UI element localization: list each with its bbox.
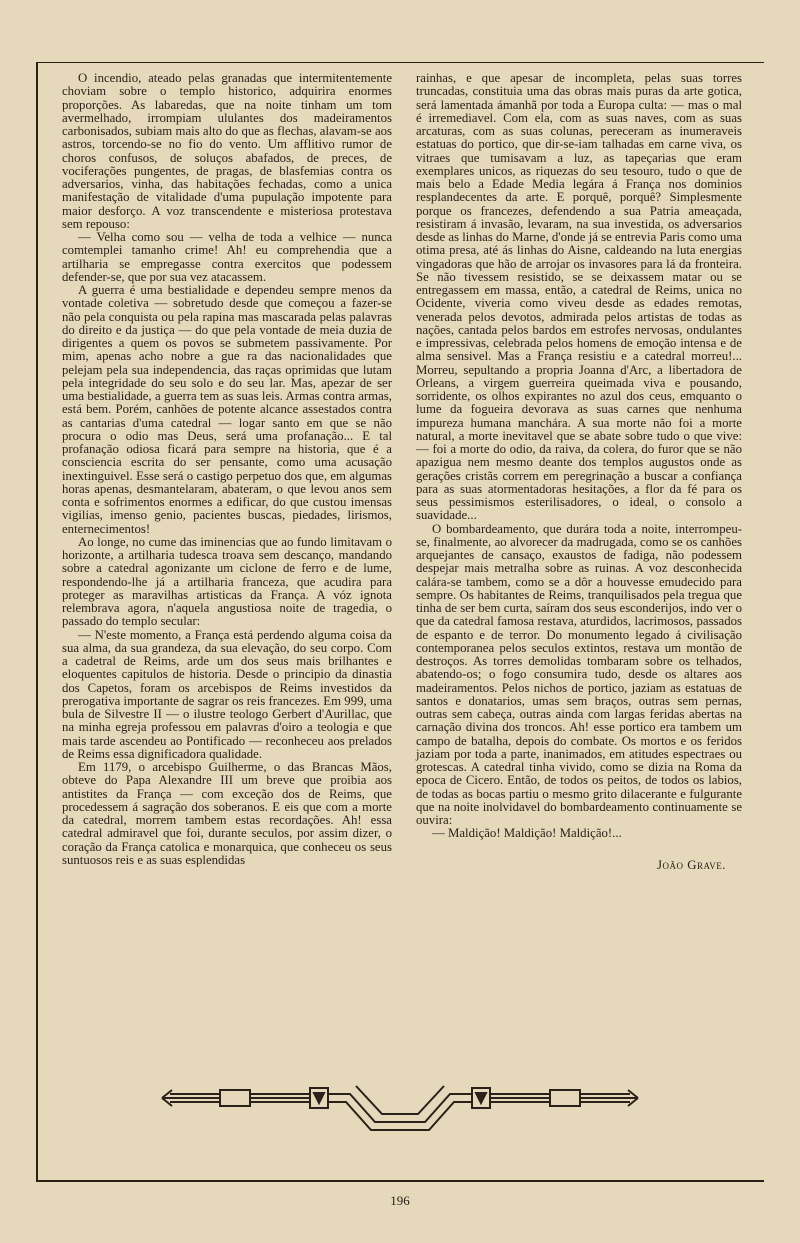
paragraph: rainhas, e que apesar de incompleta, pelas suas torres truncadas, constituia uma das obras mais puras da arte gotica, será lamentada ámanhã por toda a Europa culta: — mas o mal é irremediavel. Com ela, com as suas naves, com as suas arcaturas, com as suas colunas, pereceram as inumeraveis estatuas do portico, que dir-se-iam talhadas em carne viva, os vitraes que tumisavam a luz, as tapeçarias que eram exemplares unicos, as riquezas do seu tesouro, tudo o que de mais belo a Edade Media legára á França nos dominios resplandecentes da arte. E porquê, porquê? Simplesmente porque os francezes, defendendo a sua Patria ameaçada, resistiram á invasão, levaram, na sua investida, os adversarios desde as linhas do Marne, d'onde já se entrevia Paris como uma otima presa, até ás linhas do Aisne, caldeando na luta energias vingadoras que hão de arrojar os invasores para lá da fronteira. Se não tivessem resistido, se se deixassem matar ou se entregassem em massa, então, a catedral de Reims, unica no Ocidente, viveria como viveu desde as edades remotas, venerada pelos devotos, admirada pelos artistas de todas as nações, cantada pelos bardos em estrofes nervosas, ondulantes e impressivas, celebrada pelos homens de emoção intensa e de alma sensivel. Mas a França resistiu e a catedral morreu!... Morreu, sepultando a propria Joanna d'Arc, a libertadora de Orleans, a virgem guerreira queimada viva e pousando, sorridente, os olhos expirantes no azul dos ceus, emquanto o lume da fogueira devorava as suas carnes que nenhuma impureza humana manchára. A sua morte não foi a morte natural, a morte inevitavel que se abate sobre tudo o que vive: — foi a morte do odio, da raiva, da colera, do furor que se não apazigua nem mesmo deante dos templos augustos onde as gerações cristãs correm em peregrinação a buscar a confiança para as suas atormentadoras hesitações, a flor da fé para os seus pessimismos esterilisadores, o ideal, o consolo a suavidade...	[416, 71, 742, 523]
left-column	[62, 72, 392, 867]
paragraph: O bombardeamento, que durára toda a noite, interrompeu-se, finalmente, ao alvorecer da madrugada, como se os canhões arquejantes de cansaço, exaustos de fadiga, não podessem despejar mais metralha sobre as ruinas. A voz desconhecida calára-se tambem, como se a dôr a houvesse emudecido para sempre. Os habitantes de Reims, tranquilisados pela tregua que tinha de ser bem curta, saíram dos seus esconderijos, indo ver o que da catedral famosa restava, aturdidos, lacrimosos, passados de espanto e de terror. Do monumento legado á civilisação contemporanea pelos seculos extintos, restava um montão de destroços. As torres demolidas tombaram sobre os telhados, abatendo-os; o fogo consumira tudo, desde os altares aos madeiramentos. Pelos nichos de portico, jaziam as estatuas de santos e donatarios, umas sem braços, outras sem pernas, outras sem cabeça, outras ainda com largas feridas abertas na carnação divina dos troncos. Ah! esse portico era tambem um campo de batalha, depois do combate. Os mortos e os feridos jaziam por toda a parte, inanimados, em atitudes espectraes ou grotescas. A catedral tinha vivido, como se dizia na Roma da epoca de Cicero. Então, de todos os peitos, de todos os labios, de todas as bocas partiu o mesmo grito dilacerante e fulgurante que na noite inolvidavel do bombardeamento continuamente se ouvira:	[416, 521, 742, 827]
paragraph: O incendio, ateado pelas granadas que intermitentemente choviam sobre o templo historico, adquirira enormes proporções. As labaredas, que na noite tinham um tom avermelhado, irrompiam ululantes dos madeiramentos carbonisados, subiam mais alto do que as flechas, alavam-se aos astros, torcendo-se no fio do vento. Um afflitivo rumor de choros confusos, de soluços abafados, de preces, de vociferações pungentes, de pragas, de blasfemias contra os adversarios, vinha, das habitações fechadas, como a unica manifestação de vitalidade d'uma pupulação impotente para maior desforço. A voz transcendente e misteriosa protestava sem repouso:	[62, 71, 392, 231]
paragraph: A guerra é uma bestialidade e dependeu sempre menos da vontade coletiva — sobretudo desde que começou a fazer-se não pela conquista ou pela rapina mas mascarada pelas palavras do direito e da justiça — do que pela vontade de meia duzia de dirigentes a quem os povos se submetem passivamente. Por mim, apenas acho nobre a gue ra das nacionalidades que pelejam pela sua independencia, das raças oprimidas que lutam pela integridade do seu solo e do seu lar. Mas, apezar de ser uma bestialidade, a guerra tem as suas leis. Armas contra armas, está bem. Porém, canhões de potente alcance assestados contra as cantarias d'uma catedral — logar santo em que se não procura o odio mas Deus, será uma profanação... E tal profanação odiosa ficará para sempre na historia, que é a consciencia escrita do ser pensante, como uma acusação inextinguivel. Esse será o castigo perpetuo dos que, em algumas horas apenas, desmantelaram, abateram, o que levou anos sem conta e sofrimentos enormes a edificar, do que custou imensas vigilias, imenso genio, pacientes buscas, piedades, lirismos, enternecimentos!	[62, 283, 392, 536]
decorative-ornament	[160, 1074, 640, 1134]
paragraph: Ao longe, no cume das iminencias que ao fundo limitavam o horizonte, a artilharia tudesca troava sem descanço, mandando sobre a catedral agonizante um ciclone de ferro e de lume, respondendo-lhe já a artilharia franceza, que acudira para proteger as maravilhas artisticas da França. A vóz ignota relembrava agora, n'aquela angustiosa noite de tragedia, o passado do templo secular:	[62, 534, 392, 629]
paragraph: Em 1179, o arcebispo Guilherme, o das Brancas Mãos, obteve do Papa Alexandre III um breve que proibia aos antistites da França — com exceção dos de Reims, que procedessem á sagração dos soberanos. E eis que com a morte da catedral, morrem tambem estas recordações. Ah! essa catedral admiravel que foi, durante seculos, por assim dizer, o coração da França catolica e monarquica, que conheceu os seus suntuosos reis e as suas esplendidas	[62, 760, 392, 867]
author-signature: João Grave.	[657, 857, 726, 872]
page-number: 196	[390, 1193, 410, 1208]
paragraph: — Maldição! Maldição! Maldição!...	[432, 826, 622, 841]
right-column	[416, 72, 742, 872]
paragraph: — Velha como sou — velha de toda a velhice — nunca comtemplei tamanho crime! Ah! eu comprehendia que a artilharia se empregasse contra exercitos que podessem defender-se, que por sua vez atacassem.	[62, 230, 392, 284]
paragraph: — N'este momento, a França está perdendo alguma coisa da sua alma, da sua grandeza, da sua elevação, do seu corpo. Com a cadetral de Reims, arde um dos seus mais brilhantes e eloquentes capitulos de historia. Desde o principio da dinastia dos Capetos, foram os arcebispos de Reims investidos da prerogativa importante de sagrar os reis francezes. Em 999, uma bula de Silvestre II — o ilustre teologo Gerbert d'Aurillac, que na minha egreja professou em palavras d'oiro a teologia e que mais tarde ascendeu ao Pontificado — reconheceu aos prelados de Reims essa dignificadora qualidade.	[62, 627, 392, 761]
